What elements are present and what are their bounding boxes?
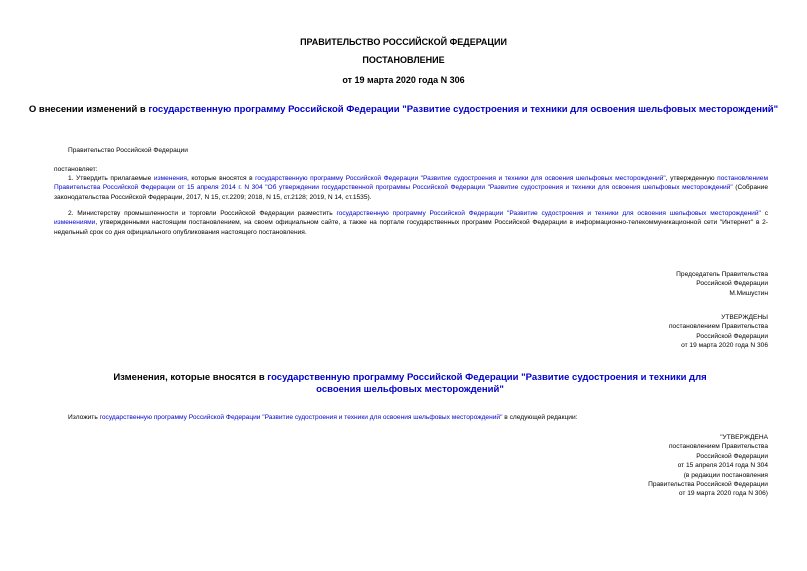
approved-block	[669, 313, 768, 351]
doc-date-number: от 19 марта 2020 года N 306	[342, 75, 465, 85]
program-link[interactable]: государственную программу Российской Федерации "Развитие судостроения и техники для освоения шельфовых месторождений"	[255, 175, 666, 182]
paragraph-item-1	[54, 174, 768, 202]
signature-federation: Российской Федерации	[696, 280, 768, 288]
approved2-title: "УТВЕРЖДЕНА	[720, 434, 768, 441]
section-prefix: Изменения, которые вносятся в	[113, 372, 268, 383]
title-prefix: О внесении изменений в	[28, 104, 149, 115]
changes-section-heading	[90, 372, 730, 396]
section-program-link[interactable]: государственную программу Российской Федерации "Развитие судостроения и техники для освоения шельфовых месторождений"	[267, 372, 707, 395]
instruction-paragraph	[68, 413, 768, 422]
preamble-issuer: Правительство Российской Федерации	[68, 147, 188, 154]
program-link-2[interactable]: государственную программу Российской Федерации "Развитие судостроения и техники для освоения шельфовых месторождений"	[336, 210, 761, 217]
item1-text-3: , утвержденную	[665, 175, 718, 182]
instruction-text-1: Изложить	[68, 414, 100, 421]
approved2-by: постановлением Правительства	[668, 443, 768, 451]
title-program-link[interactable]: государственную программу Российской Федерации "Развитие судостроения и техники для освоения шельфовых месторождений"	[148, 104, 779, 115]
instruction-text-2: в следующей редакции:	[502, 414, 578, 421]
item2-text-3: , утвержденными настоящим постановлением, на своем официальном сайте, а также на портале государственных программ Российской Федерации в информационно-телекоммуникационной сети "Интернет" в 2-недельный срок со дня официального опубликования настоящего постановления.	[54, 219, 768, 236]
item2-text-1: 2. Министерству промышленности и торговли Российской Федерации разместить	[68, 210, 337, 217]
approved2-government: Правительства Российской Федерации	[648, 481, 768, 489]
changes-link-2[interactable]: изменениями	[54, 219, 96, 227]
approved2-date: от 15 апреля 2014 года N 304	[677, 462, 768, 470]
signature-position: Председатель Правительства	[676, 271, 768, 278]
resolution-304-link[interactable]: постановлением Правительства Российской Федерации от 15 апреля 2014 г. N 304 "Об утверждении государственной программы Российской Федерации "Развитие судостроения и техники для освоения шельфовых месторождений"	[54, 175, 769, 192]
approved2-federation: Российской Федерации	[696, 452, 768, 460]
item1-text-4: (Собрание законодательства Российской Федерации, 2017, N 15, ст.2209; 2018, N 15, ст.2128; 2019, N 14, ст.1535).	[54, 184, 768, 201]
approved-date: от 19 марта 2020 года N 306	[681, 342, 768, 350]
approved-title: УТВЕРЖДЕНЫ	[721, 314, 768, 321]
approved-program-block	[648, 433, 768, 499]
changes-link[interactable]: изменения	[153, 175, 188, 182]
approved-by: постановлением Правительства	[668, 323, 768, 331]
signature-name: М.Мишустин	[729, 289, 768, 297]
approved2-edition: (в редакции постановления	[683, 471, 768, 479]
approved2-edition-date: от 19 марта 2020 года N 306)	[678, 490, 768, 498]
paragraph-item-2	[54, 209, 768, 237]
item1-text-2: , которые вносятся в	[187, 175, 256, 182]
item1-text-1: 1. Утвердить прилагаемые	[68, 175, 154, 182]
doc-type-heading: ПОСТАНОВЛЕНИЕ	[362, 55, 445, 65]
signature-block	[676, 270, 768, 298]
government-heading: ПРАВИТЕЛЬСТВО РОССИЙСКОЙ ФЕДЕРАЦИИ	[300, 37, 507, 47]
document-title	[0, 104, 807, 116]
item2-text-2: с	[760, 210, 768, 217]
instruction-program-link[interactable]: государственную программу Российской Федерации "Развитие судостроения и техники для освоения шельфовых месторождений"	[99, 414, 503, 421]
approved-federation: Российской Федерации	[696, 332, 768, 340]
preamble-decrees: постановляет:	[54, 166, 98, 173]
